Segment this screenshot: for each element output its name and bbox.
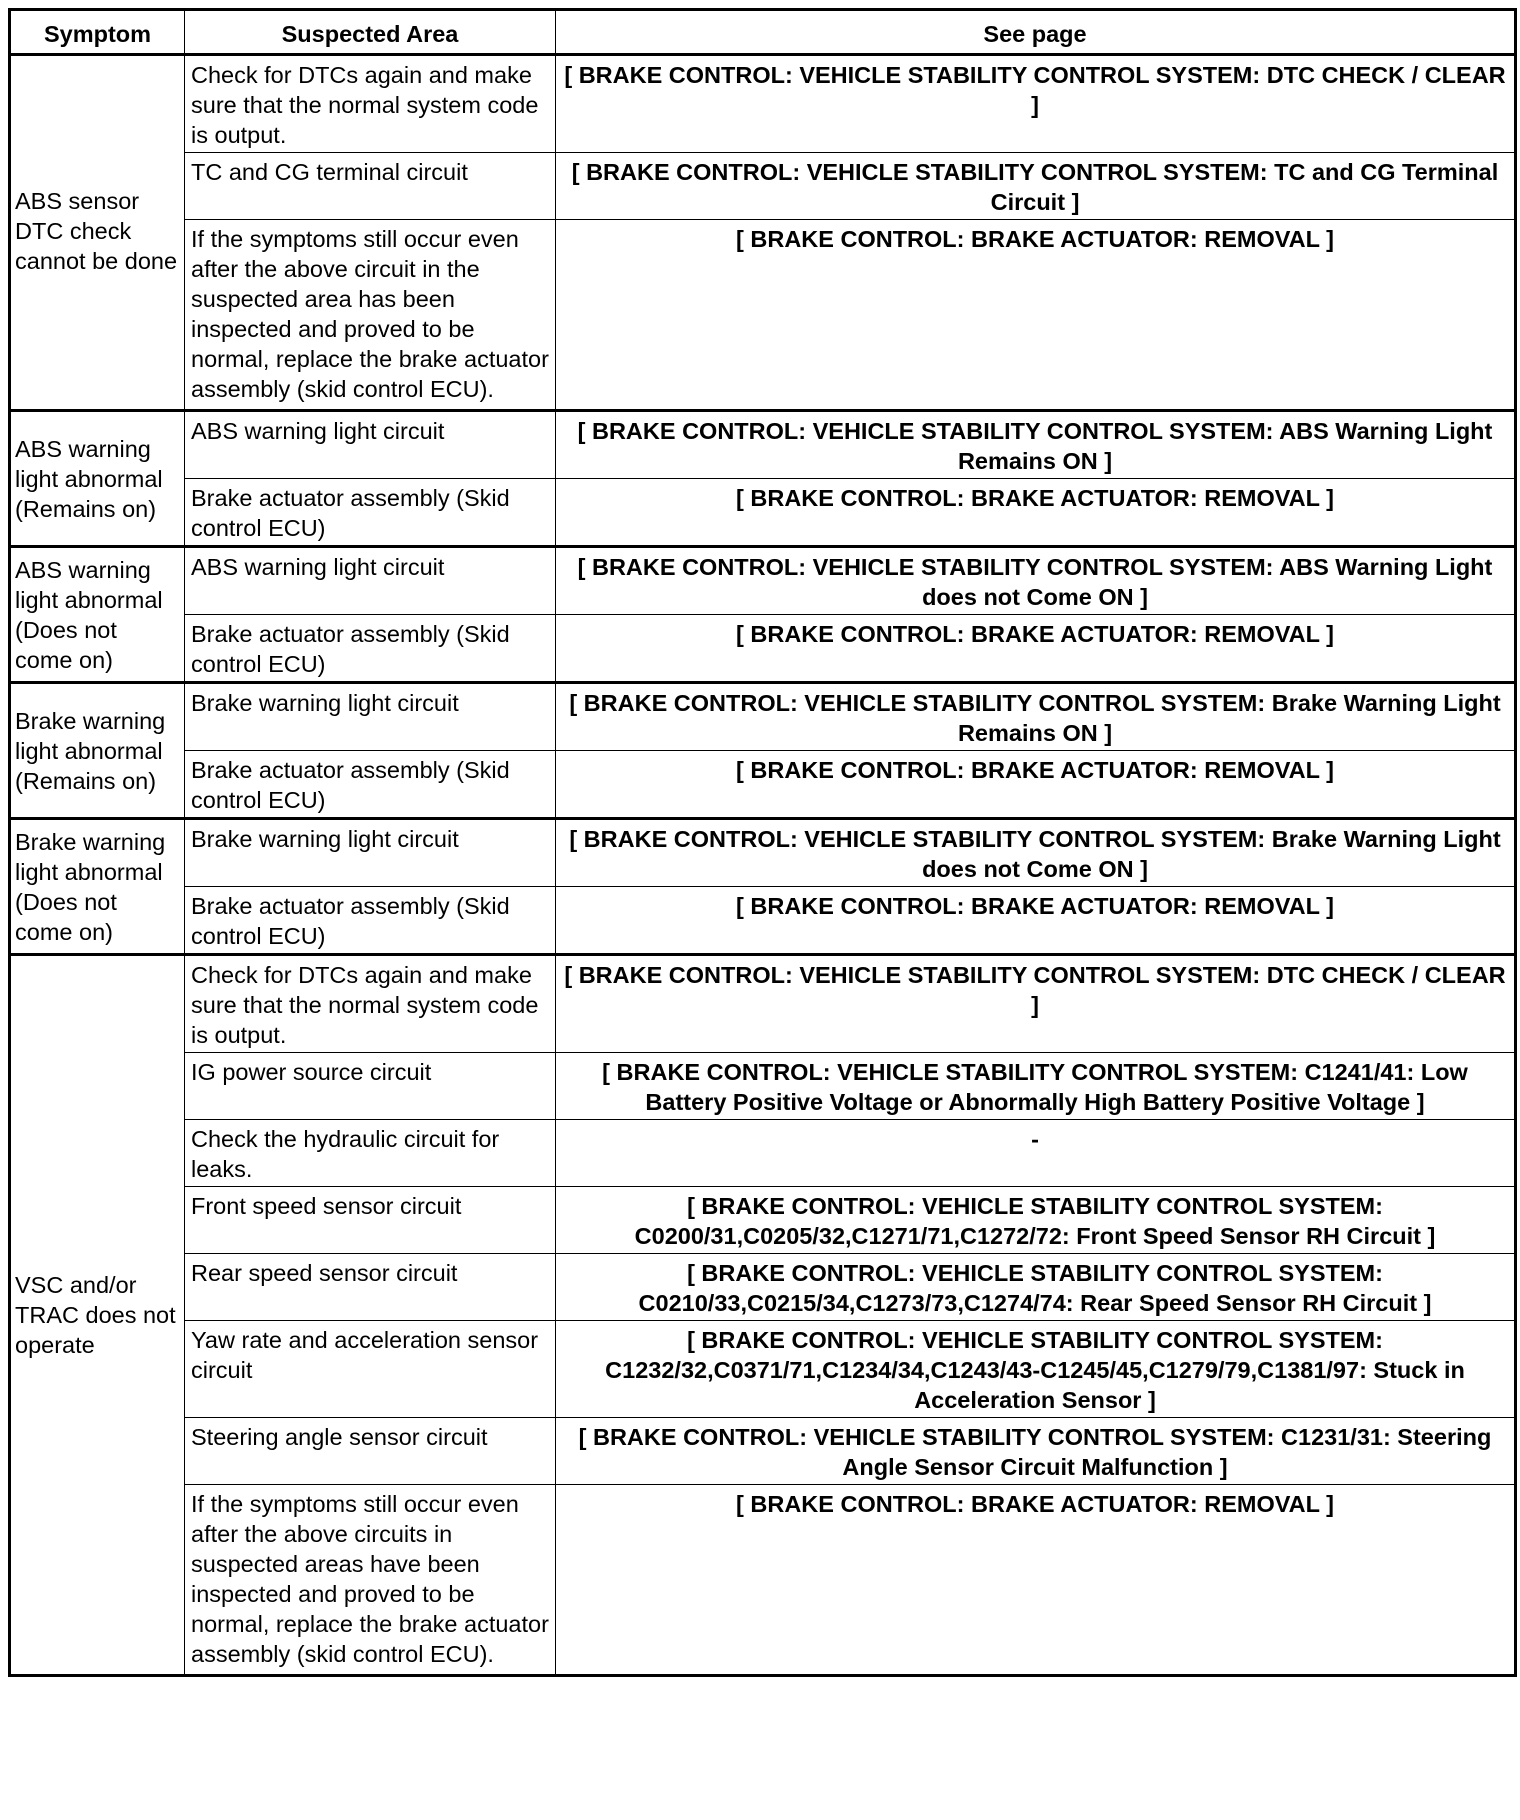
see-page-cell: [ BRAKE CONTROL: VEHICLE STABILITY CONTROL SYSTEM: C1231/31: Steering Angle Sensor Circuit Malfunction ] [556, 1418, 1516, 1485]
see-page-cell: [ BRAKE CONTROL: VEHICLE STABILITY CONTROL SYSTEM: DTC CHECK / CLEAR ] [556, 55, 1516, 153]
see-page-cell: [ BRAKE CONTROL: BRAKE ACTUATOR: REMOVAL ] [556, 1485, 1516, 1676]
suspected-area-cell: Check for DTCs again and make sure that the normal system code is output. [185, 55, 556, 153]
symptom-cell: Brake warning light abnormal (Does not come on) [10, 819, 185, 955]
see-page-cell: [ BRAKE CONTROL: VEHICLE STABILITY CONTROL SYSTEM: Brake Warning Light does not Come ON ] [556, 819, 1516, 887]
table-row [10, 751, 1516, 819]
header-row [10, 10, 1516, 55]
table-row [10, 615, 1516, 683]
see-page-cell: [ BRAKE CONTROL: VEHICLE STABILITY CONTROL SYSTEM: C1232/32,C0371/71,C1234/34,C1243/43-C1245/45,C1279/79,C1381/97: Stuck in Acceleration Sensor ] [556, 1321, 1516, 1418]
suspected-area-cell: If the symptoms still occur even after the above circuit in the suspected area has been inspected and proved to be normal, replace the brake actuator assembly (skid control ECU). [185, 220, 556, 411]
suspected-area-cell: Brake actuator assembly (Skid control ECU) [185, 887, 556, 955]
suspected-area-cell: Steering angle sensor circuit [185, 1418, 556, 1485]
symptom-cell: ABS sensor DTC check cannot be done [10, 55, 185, 411]
see-page-cell: [ BRAKE CONTROL: VEHICLE STABILITY CONTROL SYSTEM: DTC CHECK / CLEAR ] [556, 955, 1516, 1053]
see-page-cell: [ BRAKE CONTROL: VEHICLE STABILITY CONTROL SYSTEM: C0210/33,C0215/34,C1273/73,C1274/74: Rear Speed Sensor RH Circuit ] [556, 1254, 1516, 1321]
diagnosis-table [8, 8, 1517, 1677]
suspected-area-cell: ABS warning light circuit [185, 547, 556, 615]
header-see-page: See page [556, 10, 1516, 55]
table-row [10, 55, 1516, 153]
suspected-area-cell: Rear speed sensor circuit [185, 1254, 556, 1321]
header-suspected-area: Suspected Area [185, 10, 556, 55]
suspected-area-cell: ABS warning light circuit [185, 411, 556, 479]
table-row [10, 1418, 1516, 1485]
see-page-cell: [ BRAKE CONTROL: BRAKE ACTUATOR: REMOVAL ] [556, 751, 1516, 819]
suspected-area-cell: IG power source circuit [185, 1053, 556, 1120]
see-page-cell: [ BRAKE CONTROL: BRAKE ACTUATOR: REMOVAL ] [556, 887, 1516, 955]
table-row [10, 1053, 1516, 1120]
table-row [10, 887, 1516, 955]
symptom-cell: VSC and/or TRAC does not operate [10, 955, 185, 1676]
table-row [10, 955, 1516, 1053]
table-row [10, 220, 1516, 411]
table-row [10, 153, 1516, 220]
header-symptom: Symptom [10, 10, 185, 55]
table-row [10, 1321, 1516, 1418]
suspected-area-cell: Brake actuator assembly (Skid control ECU) [185, 751, 556, 819]
see-page-cell: [ BRAKE CONTROL: BRAKE ACTUATOR: REMOVAL ] [556, 615, 1516, 683]
table-row [10, 547, 1516, 615]
table-row [10, 683, 1516, 751]
symptom-cell: ABS warning light abnormal (Remains on) [10, 411, 185, 547]
see-page-cell: - [556, 1120, 1516, 1187]
see-page-cell: [ BRAKE CONTROL: VEHICLE STABILITY CONTROL SYSTEM: ABS Warning Light does not Come ON ] [556, 547, 1516, 615]
table-row [10, 479, 1516, 547]
table-row [10, 1120, 1516, 1187]
table-row [10, 1254, 1516, 1321]
table-row [10, 819, 1516, 887]
table-row [10, 411, 1516, 479]
see-page-cell: [ BRAKE CONTROL: VEHICLE STABILITY CONTROL SYSTEM: C0200/31,C0205/32,C1271/71,C1272/72: Front Speed Sensor RH Circuit ] [556, 1187, 1516, 1254]
symptom-cell: Brake warning light abnormal (Remains on) [10, 683, 185, 819]
suspected-area-cell: Front speed sensor circuit [185, 1187, 556, 1254]
suspected-area-cell: Brake warning light circuit [185, 683, 556, 751]
see-page-cell: [ BRAKE CONTROL: BRAKE ACTUATOR: REMOVAL ] [556, 479, 1516, 547]
see-page-cell: [ BRAKE CONTROL: VEHICLE STABILITY CONTROL SYSTEM: C1241/41: Low Battery Positive Voltage or Abnormally High Battery Positive Voltage ] [556, 1053, 1516, 1120]
symptom-cell: ABS warning light abnormal (Does not come on) [10, 547, 185, 683]
suspected-area-cell: Brake warning light circuit [185, 819, 556, 887]
suspected-area-cell: Check the hydraulic circuit for leaks. [185, 1120, 556, 1187]
see-page-cell: [ BRAKE CONTROL: BRAKE ACTUATOR: REMOVAL ] [556, 220, 1516, 411]
suspected-area-cell: Brake actuator assembly (Skid control ECU) [185, 479, 556, 547]
see-page-cell: [ BRAKE CONTROL: VEHICLE STABILITY CONTROL SYSTEM: Brake Warning Light Remains ON ] [556, 683, 1516, 751]
table-row [10, 1485, 1516, 1676]
suspected-area-cell: TC and CG terminal circuit [185, 153, 556, 220]
suspected-area-cell: If the symptoms still occur even after the above circuits in suspected areas have been inspected and proved to be normal, replace the brake actuator assembly (skid control ECU). [185, 1485, 556, 1676]
suspected-area-cell: Yaw rate and acceleration sensor circuit [185, 1321, 556, 1418]
suspected-area-cell: Check for DTCs again and make sure that the normal system code is output. [185, 955, 556, 1053]
table-row [10, 1187, 1516, 1254]
see-page-cell: [ BRAKE CONTROL: VEHICLE STABILITY CONTROL SYSTEM: ABS Warning Light Remains ON ] [556, 411, 1516, 479]
suspected-area-cell: Brake actuator assembly (Skid control ECU) [185, 615, 556, 683]
see-page-cell: [ BRAKE CONTROL: VEHICLE STABILITY CONTROL SYSTEM: TC and CG Terminal Circuit ] [556, 153, 1516, 220]
